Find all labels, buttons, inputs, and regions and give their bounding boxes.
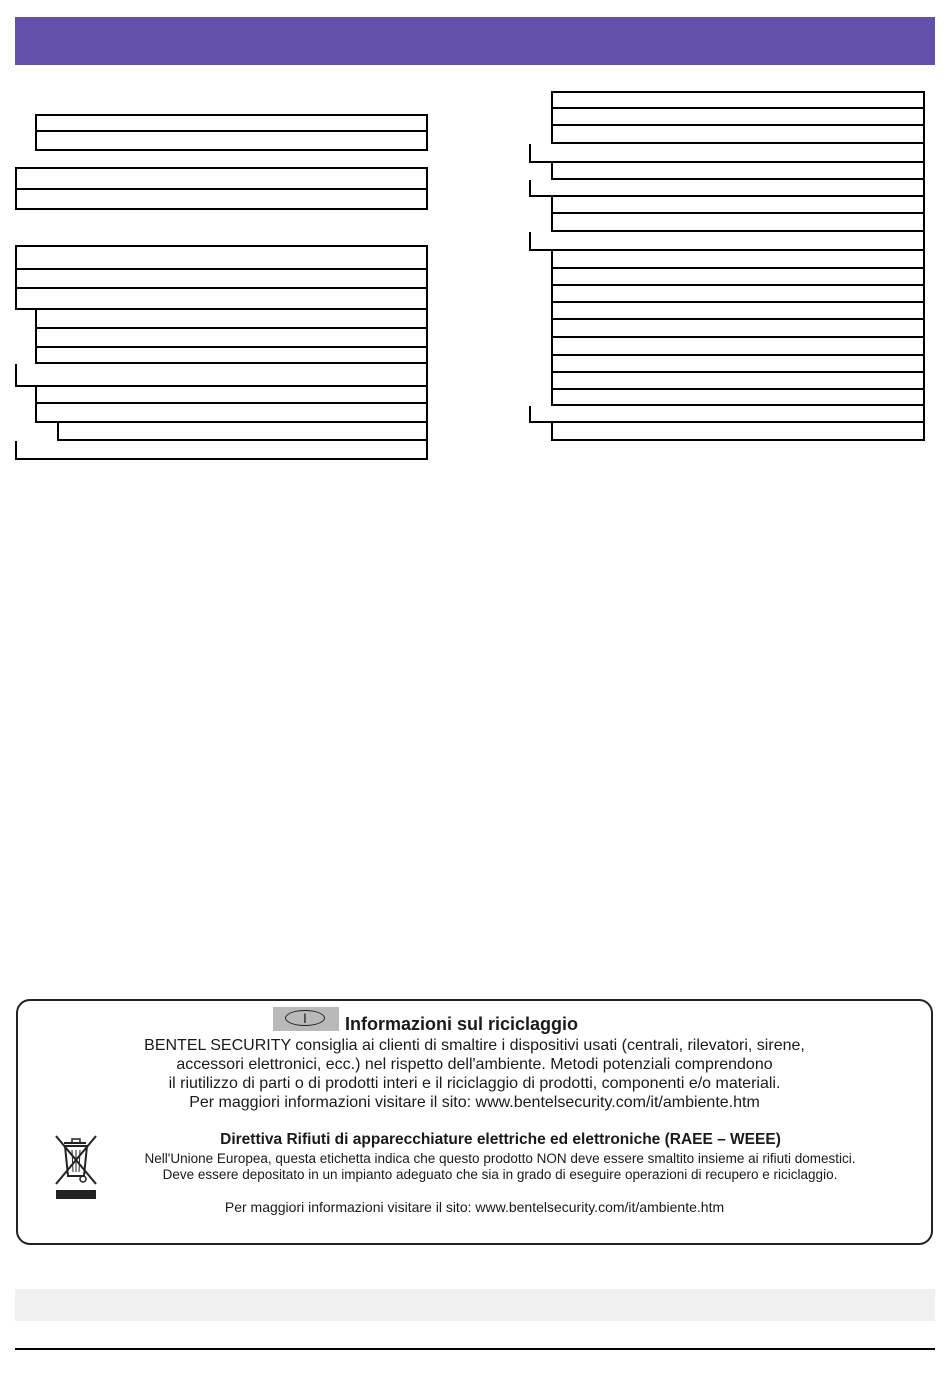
form-row — [551, 390, 925, 406]
recycling-paragraph-line: accessori elettronici, ecc.) nel rispetto dell'ambiente. Metodi potenziali comprendono — [176, 1056, 773, 1073]
form-row — [551, 320, 925, 338]
form-row — [35, 132, 428, 151]
header-bar — [15, 17, 935, 65]
form-row — [551, 303, 925, 320]
form-row — [35, 329, 428, 348]
form-row — [551, 214, 925, 232]
form-row — [551, 423, 925, 441]
weee-line: Nell'Unione Europea, questa etichetta indica che questo prodotto NON deve essere smaltito insieme ai rifiuti domestici. — [144, 1151, 856, 1166]
form-row — [551, 373, 925, 390]
recycling-title: Informazioni sul riciclaggio — [345, 1014, 579, 1034]
form-row — [529, 180, 925, 197]
form-row — [15, 441, 428, 460]
form-row — [551, 286, 925, 303]
form-row — [551, 91, 925, 109]
crossed-out-wheelie-bin-icon — [52, 1134, 100, 1200]
form-row — [15, 245, 428, 270]
form-row — [15, 289, 428, 310]
form-row — [15, 167, 428, 190]
form-row — [551, 197, 925, 214]
form-row — [551, 269, 925, 286]
form-row — [529, 144, 925, 163]
form-row — [35, 348, 428, 364]
more-info-line: Per maggiori informazioni visitare il sito: www.bentelsecurity.com/it/ambiente.htm — [224, 1199, 725, 1215]
form-row — [551, 251, 925, 269]
form-row — [551, 163, 925, 180]
recycling-paragraph-line: BENTEL SECURITY consiglia ai clienti di smaltire i dispositivi usati (centrali, rilevatori, sirene, — [144, 1037, 805, 1054]
form-row — [15, 190, 428, 210]
form-row — [35, 387, 428, 404]
recycling-paragraph-line: il riutilizzo di parti o di prodotti interi e il riciclaggio di prodotti, componenti e/o materiali. — [168, 1075, 781, 1092]
footer-rule — [15, 1348, 935, 1350]
form-row — [15, 364, 428, 387]
form-row — [551, 126, 925, 144]
form-row — [529, 406, 925, 423]
footer-bar — [15, 1289, 935, 1321]
form-row — [35, 310, 428, 329]
country-letter: I — [303, 1010, 307, 1026]
weee-title: Direttiva Rifiuti di apparecchiature elettriche ed elettroniche (RAEE – WEEE) — [220, 1131, 781, 1148]
recycling-paragraph-line: Per maggiori informazioni visitare il sito: www.bentelsecurity.com/it/ambiente.htm — [189, 1094, 760, 1111]
form-row — [529, 232, 925, 251]
form-row — [15, 270, 428, 289]
form-row — [35, 114, 428, 132]
form-row — [551, 338, 925, 356]
weee-line: Deve essere depositato in un impianto adeguato che sia in grado di eseguire operazioni di recupero e riciclaggio. — [162, 1167, 838, 1182]
form-row — [35, 404, 428, 423]
form-row — [551, 356, 925, 373]
form-row — [551, 109, 925, 126]
form-row — [57, 423, 428, 441]
